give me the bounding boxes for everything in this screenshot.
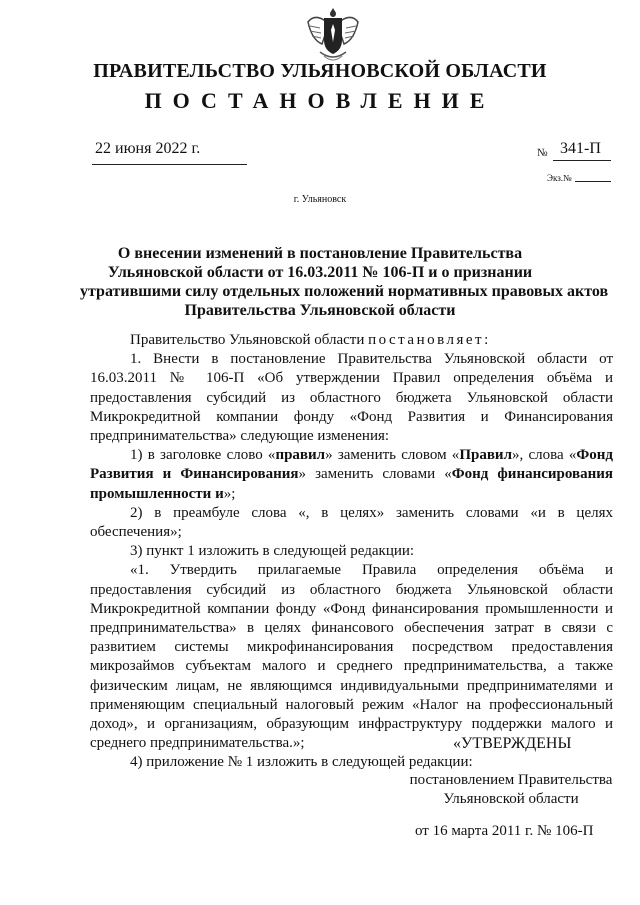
decree-reference: от 16 марта 2011 г. № 106-П [415,823,594,839]
p2-text: » заменить словом « [325,447,460,464]
heading-line: утратившими силу отдельных положений нормативных правовых актов [80,283,609,300]
document-date: 22 июня 2022 г. [95,140,201,157]
document-body [90,331,613,773]
paragraph-3: 2) в преамбуле слова «, в целях» заменить словами «и в целях обеспечения»; [90,504,613,541]
approved-stamp: «УТВЕРЖДЕНЫ [453,735,572,752]
government-name: ПРАВИТЕЛЬСТВО УЛЬЯНОВСКОЙ ОБЛАСТИ [93,60,547,82]
number-underline [553,160,611,161]
document-type: ПОСТАНОВЛЕНИЕ [144,88,496,113]
paragraph-2 [90,446,613,504]
copy-number-underline [575,181,611,182]
number-prefix: № [537,147,548,159]
paragraph-4: 3) пункт 1 изложить в следующей редакции: [130,543,415,560]
paragraph-6: 4) приложение № 1 изложить в следующей редакции: [130,754,473,771]
copy-number-label: Экз.№ [547,173,572,183]
approval-line: Ульяновской области [443,791,579,807]
p2-text: »; [223,485,236,502]
p2-text: » заменить словами « [298,466,452,483]
document-number: 341-П [560,140,601,157]
heading-line: Правительства Ульяновской области [184,302,456,319]
p2-bold: Фонд финансирования промышленности и [90,466,613,502]
p2-text: », слова « [511,447,577,464]
approval-line: постановлением Правительства [409,772,613,788]
paragraph-1: 1. Внести в постановление Правительства Ульяновской области от 16.03.2011 № 106-П «Об утверждении Правил определения объёма и предоставления субсидий из областного бюджета Ульяновской области Микрокредитной компании фонду «Фонд Развития и Финансирования предпринимательства» следующие изменения: [90,351,613,445]
approval-authority [407,771,615,809]
preamble-verb: постановляет: [368,332,491,348]
city: г. Ульяновск [293,194,347,205]
coat-of-arms-icon [300,4,366,66]
p2-text: 1) в заголовке слово « [130,447,276,464]
document-heading [80,244,609,320]
p2-bold: Правил [459,447,512,464]
p2-bold: Фонд Развития и Финансирования [90,447,614,483]
preamble [90,331,613,350]
preamble-text: Правительство Ульяновской области [130,332,365,348]
heading-line: О внесении изменений в постановление Правительства [117,245,523,262]
date-underline [92,164,247,165]
p2-bold: правил [275,447,326,464]
heading-line: Ульяновской области от 16.03.2011 № 106-П и о признании [107,264,533,281]
paragraph-5: «1. Утвердить прилагаемые Правила определения объёма и предоставления субсидий из областного бюджета Ульяновской области Микрокредитной компании фонду «Фонд финансирования промышленности и предпринимательства» в целях финансового обеспечения затрат в связи с развитием системы микрофинансирования посредством предоставления микрозаймов субъектам малого и среднего предпринимательства, а также физическим лицам, не являющимся индивидуальными предпринимателями и применяющим специальный налоговый режим «Налог на профессиональный доход», и организациям, образующим инфраструктуру поддержки малого и среднего предпринимательства.»; [90,562,613,752]
